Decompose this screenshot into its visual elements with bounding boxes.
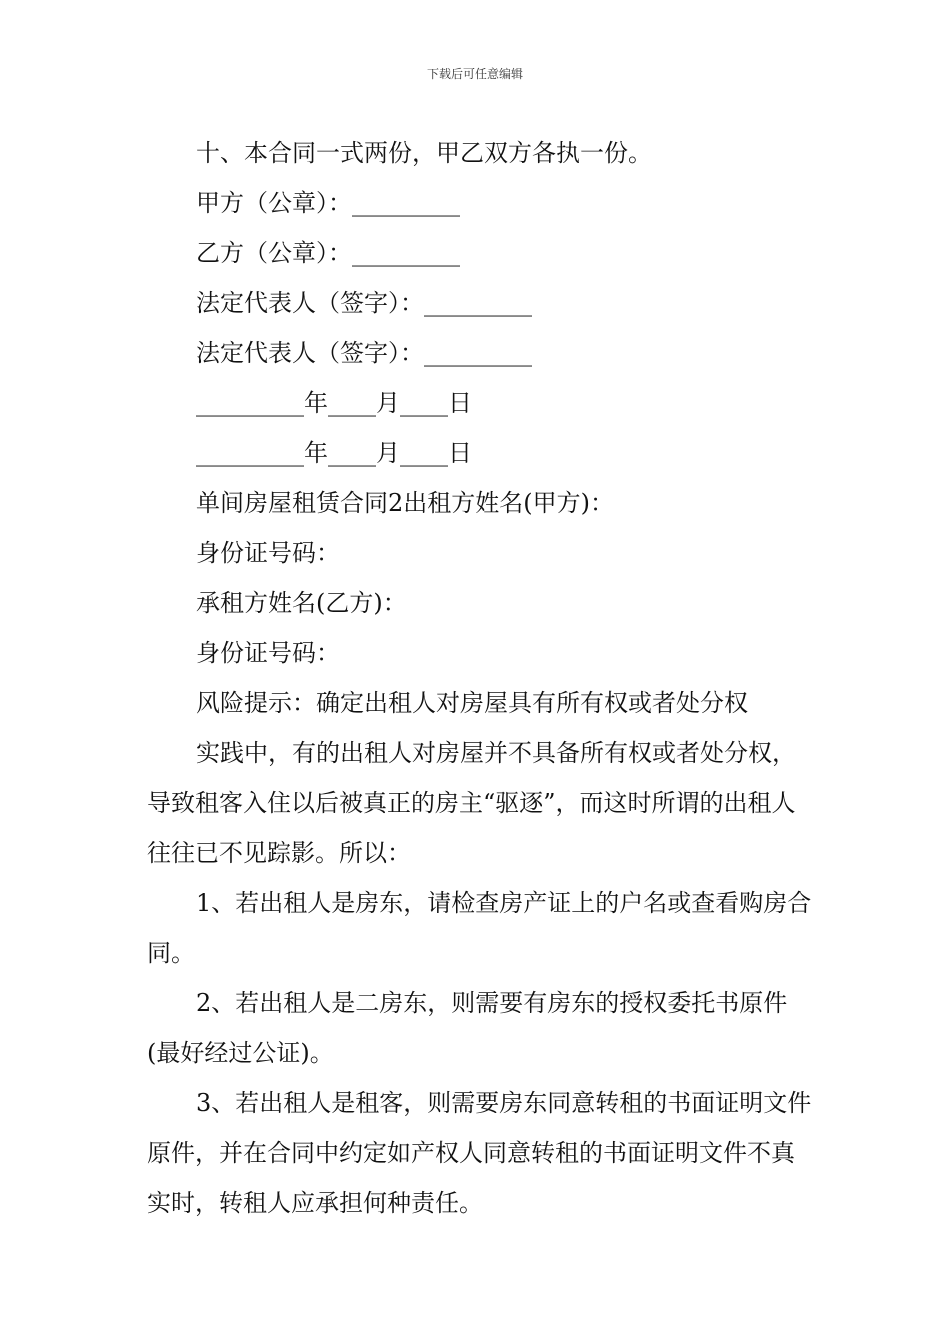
lessee-id-number: 身份证号码： [196, 639, 340, 667]
date-line-b: _________年____月____日 [196, 439, 472, 467]
contract-copies-clause: 十、本合同一式两份，甲乙双方各执一份。 [196, 139, 652, 167]
lessee-name: 承租方姓名(乙方)： [196, 589, 407, 617]
risk-item-3: 3、若出租人是租客，则需要房东同意转租的书面证明文件原件，并在合同中约定如产权人同意转租的书面证明文件不真实时，转租人应承担何种责任。 [147, 1089, 812, 1217]
lessor-id-number: 身份证号码： [196, 539, 340, 567]
party-b-seal-line: 乙方（公章）：_________ [196, 239, 460, 267]
contract-2-title-lessor-name: 单间房屋租赁合同2出租方姓名(甲方)： [196, 489, 614, 517]
risk-item-2: 2、若出租人是二房东，则需要有房东的授权委托书原件(最好经过公证)。 [147, 989, 788, 1067]
legal-rep-signature-line-b: 法定代表人（签字）：_________ [196, 339, 532, 367]
party-a-seal-line: 甲方（公章）：_________ [196, 189, 460, 217]
date-line-a: _________年____月____日 [196, 389, 472, 417]
risk-warning-heading: 风险提示：确定出租人对房屋具有所有权或者处分权 [196, 689, 748, 717]
legal-rep-signature-line-a: 法定代表人（签字）：_________ [196, 289, 532, 317]
page-header: 下载后可任意编辑 [426, 67, 523, 81]
document-body [147, 128, 812, 1228]
risk-explanation-paragraph: 实践中，有的出租人对房屋并不具备所有权或者处分权，导致租客入住以后被真正的房主“驱逐”，而这时所谓的出租人往往已不见踪影。所以： [147, 739, 796, 867]
risk-item-1: 1、若出租人是房东，请检查房产证上的户名或查看购房合同。 [147, 889, 812, 967]
